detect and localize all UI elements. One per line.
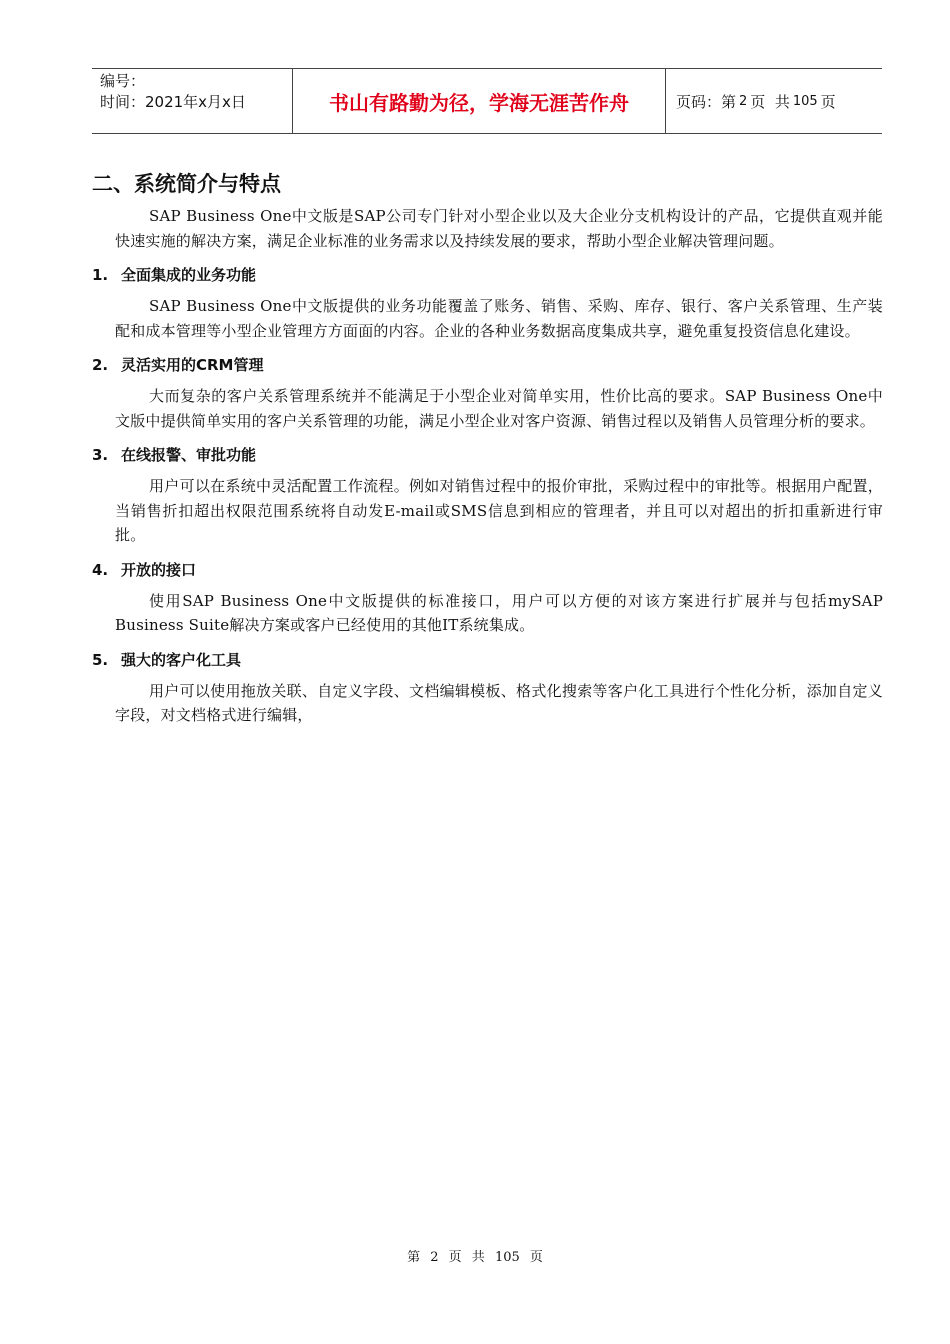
page-prefix: 页码：第 bbox=[676, 92, 737, 111]
item-heading-text: 强大的客户化工具 bbox=[121, 650, 242, 669]
item-index: 4. bbox=[92, 560, 109, 579]
footer-ye2: 页 bbox=[529, 1250, 543, 1265]
item-heading-text: 全面集成的业务功能 bbox=[121, 266, 257, 284]
page-number: 2 bbox=[739, 93, 748, 109]
header-meta bbox=[92, 69, 293, 133]
item-heading bbox=[92, 444, 883, 465]
item-heading bbox=[92, 264, 883, 285]
item-body: 使用SAP Business One中文版提供的标准接口，用户可以方便的对该方案进行扩展并与包括mySAP Business Suite解决方案或客户已经使用的其他IT系统集成。 bbox=[115, 591, 883, 634]
item-index: 3. bbox=[92, 446, 109, 464]
document-body bbox=[92, 168, 883, 728]
item-heading-text: 开放的接口 bbox=[121, 560, 197, 579]
page-total: 105 bbox=[792, 93, 818, 109]
footer-total: 105 bbox=[494, 1250, 520, 1265]
item-body: SAP Business One中文版提供的业务功能覆盖了账务、销售、采购、库存、银行、客户关系管理、生产装配和成本管理等小型企业管理方方面面的内容。企业的各种业务数据高度集成共享，避免重复投资信息化建设。 bbox=[115, 297, 883, 340]
item-heading bbox=[92, 354, 883, 375]
footer-gong: 共 bbox=[471, 1250, 485, 1265]
item-index: 5. bbox=[92, 650, 109, 669]
section-title: 二、系统简介与特点 bbox=[92, 172, 281, 196]
header-page-info bbox=[666, 69, 882, 133]
page-footer bbox=[0, 1246, 950, 1265]
code-label: 编号： bbox=[100, 72, 146, 90]
item-index: 2. bbox=[92, 356, 109, 374]
item-heading-text: 在线报警、审批功能 bbox=[121, 446, 257, 464]
item-body: 用户可以在系统中灵活配置工作流程。例如对销售过程中的报价审批，采购过程中的审批等。根据用户配置，当销售折扣超出权限范围系统将自动发E-mail或SMS信息到相应的管理者，并且可以对超出的折扣重新进行审批。 bbox=[115, 477, 883, 544]
time-label: 时间：2021年x月x日 bbox=[100, 93, 246, 111]
item-heading bbox=[92, 649, 883, 670]
footer-page: 2 bbox=[430, 1250, 439, 1265]
item-body: 大而复杂的客户关系管理系统并不能满足于小型企业对简单实用，性价比高的要求。SAP Business One中文版中提供简单实用的客户关系管理的功能，满足小型企业对客户资源、销售过程以及销售人员管理分析的要求。 bbox=[115, 387, 883, 430]
footer-di: 第 bbox=[407, 1250, 421, 1265]
section-intro: SAP Business One中文版是SAP公司专门针对小型企业以及大企业分支机构设计的产品，它提供直观并能快速实施的解决方案，满足企业标准的业务需求以及持续发展的要求，帮助小型企业解决管理问题。 bbox=[115, 207, 883, 250]
page-header bbox=[92, 68, 882, 134]
item-heading bbox=[92, 559, 883, 580]
header-motto: 书山有路勤为径，学海无涯苦作舟 bbox=[293, 69, 666, 133]
item-index: 1. bbox=[92, 266, 109, 284]
footer-ye: 页 bbox=[448, 1250, 462, 1265]
page-suffix: 页 bbox=[820, 92, 836, 111]
item-body: 用户可以使用拖放关联、自定义字段、文档编辑模板、格式化搜索等客户化工具进行个性化分析，添加自定义字段，对文档格式进行编辑， bbox=[115, 681, 883, 724]
page-mid: 页 共 bbox=[750, 92, 790, 111]
item-heading-text: 灵活实用的CRM管理 bbox=[121, 356, 264, 374]
